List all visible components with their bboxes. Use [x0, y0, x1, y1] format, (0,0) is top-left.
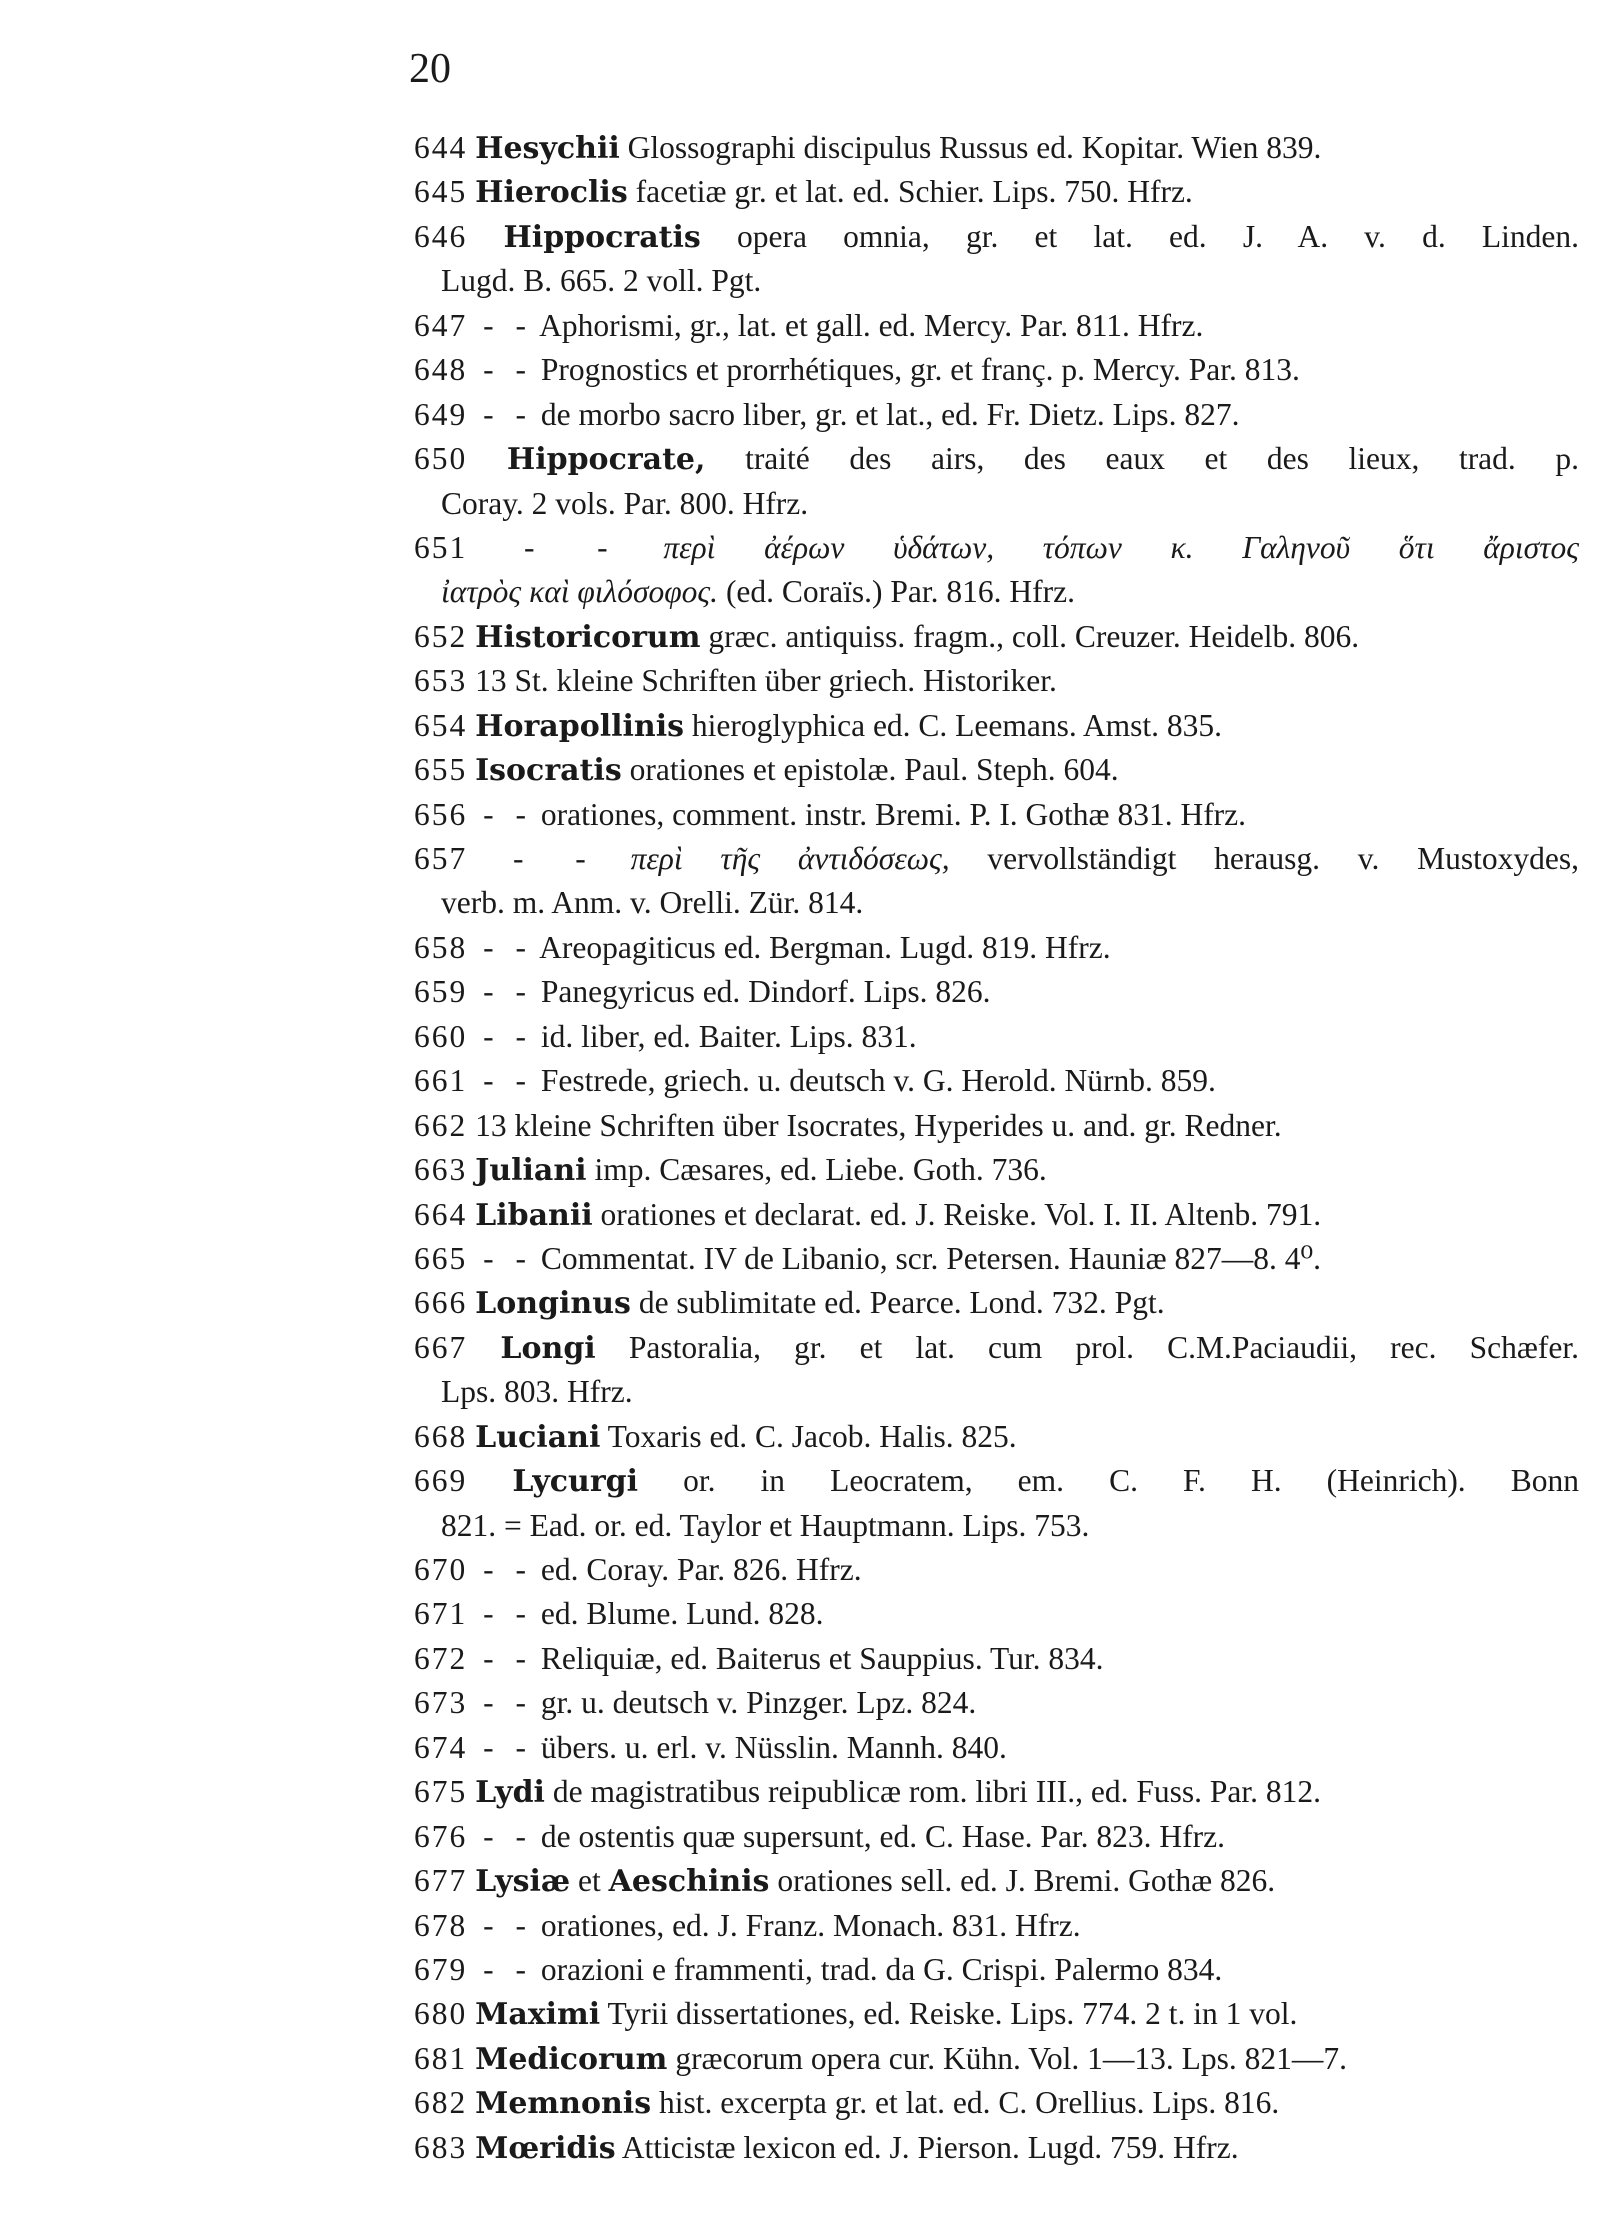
- entry-line: [414, 1459, 1579, 1503]
- author-name: Medicorum: [475, 2041, 668, 2077]
- author-name: Horapollinis: [475, 708, 684, 744]
- catalog-entry: [414, 704, 1579, 748]
- entry-text: Lps. 803. Hfrz.: [441, 1374, 633, 1410]
- entry-line: [414, 2126, 1579, 2170]
- author-name: Hieroclis: [475, 175, 628, 211]
- entry-number: 683: [414, 2129, 468, 2165]
- ditto-mark: - -: [483, 307, 533, 343]
- entry-number: 680: [414, 1996, 468, 2032]
- greek-title: περὶ ἀέρων ὑδάτων, τόπων κ. Γαληνοῦ ὅτι ἄριστος: [663, 529, 1580, 565]
- ditto-mark: - -: [483, 1018, 533, 1054]
- ditto-mark: - -: [483, 1685, 533, 1721]
- entry-text: græcorum opera cur. Kühn. Vol. 1—13. Lps. 821—7.: [667, 2040, 1347, 2076]
- catalog-entry: [414, 1193, 1579, 1237]
- entry-line: [414, 748, 1579, 792]
- ditto-mark: - -: [483, 1552, 533, 1587]
- entry-continuation-line: [414, 1504, 1579, 1548]
- entry-number: 665: [414, 1240, 468, 1276]
- entry-number: 645: [414, 174, 468, 210]
- catalog-entry: [414, 348, 1579, 392]
- entry-line: [414, 1992, 1579, 2036]
- entry-line: [414, 1281, 1579, 1325]
- entry-text: Tyrii dissertationes, ed. Reiske. Lips. 774. 2 t. in 1 vol.: [600, 1996, 1298, 2032]
- author-name: Libanii: [475, 1197, 593, 1233]
- entry-continuation-line: [414, 881, 1579, 925]
- entry-number: 678: [414, 1907, 468, 1943]
- entry-number: 682: [414, 2085, 468, 2121]
- entry-continuation-line: [414, 259, 1579, 303]
- entry-number: 675: [414, 1774, 468, 1810]
- entry-number: 655: [414, 752, 468, 788]
- entry-text: übers. u. erl. v. Nüsslin. Mannh. 840.: [532, 1729, 1007, 1765]
- entry-line: [414, 1015, 1579, 1059]
- entry-text: 13 kleine Schriften über Isocrates, Hyperides u. and. gr. Redner.: [475, 1107, 1282, 1143]
- entry-line: [414, 1859, 1579, 1903]
- entry-text: de magistratibus reipublicæ rom. libri III., ed. Fuss. Par. 812.: [544, 1774, 1321, 1810]
- entry-text: verb. m. Anm. v. Orelli. Zür. 814.: [441, 885, 864, 921]
- ditto-mark: - -: [483, 1063, 533, 1099]
- catalog-entry: [414, 1237, 1579, 1281]
- catalog-entry: [414, 1948, 1579, 1992]
- page-number: 20: [409, 46, 451, 92]
- entry-line: [414, 348, 1579, 392]
- entry-number: 656: [414, 796, 468, 832]
- author-name: Longi: [500, 1330, 596, 1366]
- entry-text: imp. Cæsares, ed. Liebe. Goth. 736.: [586, 1152, 1047, 1188]
- entry-number: 672: [414, 1640, 468, 1676]
- author-name: Mœridis: [475, 2130, 616, 2166]
- author-name: Hippocratis: [503, 219, 701, 255]
- entry-text: traité des airs, des eaux et des lieux, trad. p.: [705, 441, 1580, 477]
- entry-line: [414, 1904, 1579, 1948]
- entry-number: 677: [414, 1863, 468, 1899]
- entry-line: [414, 1726, 1579, 1770]
- entry-text: opera omnia, gr. et lat. ed. J. A. v. d. Linden.: [700, 218, 1579, 254]
- entry-line: [414, 126, 1579, 170]
- greek-title: ἰατρὸς καὶ φιλόσοφος.: [441, 574, 719, 610]
- entry-text: de ostentis quæ supersunt, ed. C. Hase. Par. 823. Hfrz.: [532, 1818, 1226, 1854]
- entry-line: [414, 2081, 1579, 2125]
- entry-line: [414, 1637, 1579, 1681]
- entry-number: 649: [414, 396, 468, 432]
- entry-number: 674: [414, 1729, 468, 1765]
- catalog-entry: [414, 1726, 1579, 1770]
- entry-text: ed. Coray. Par. 826. Hfrz.: [532, 1552, 862, 1587]
- entry-number: 648: [414, 352, 468, 388]
- entry-number: 662: [414, 1107, 468, 1143]
- entry-number: 659: [414, 974, 468, 1010]
- entry-text: et: [570, 1863, 609, 1899]
- entry-text: [615, 530, 664, 565]
- entry-text: hieroglyphica ed. C. Leemans. Amst. 835.: [684, 707, 1223, 743]
- catalog-entry: [414, 615, 1579, 659]
- ditto-mark: - -: [483, 352, 533, 388]
- entry-number: 658: [414, 929, 468, 965]
- ditto-mark: - -: [483, 1818, 533, 1854]
- entry-text: Prognostics et prorrhétiques, gr. et franç. p. Mercy. Par. 813.: [532, 352, 1300, 388]
- entry-line: [414, 215, 1579, 259]
- entry-number: 676: [414, 1818, 468, 1854]
- author-name: Lysiæ: [475, 1864, 571, 1900]
- entry-text: or. in Leocratem, em. C. F. H. (Heinrich). Bonn: [638, 1463, 1579, 1499]
- catalog-entry: [414, 304, 1579, 348]
- entry-number: 661: [414, 1063, 468, 1099]
- entry-line: [414, 1592, 1579, 1636]
- entry-continuation-line: [414, 570, 1579, 614]
- entry-text: Areopagiticus ed. Bergman. Lugd. 819. Hfrz.: [532, 929, 1111, 965]
- entry-number: 668: [414, 1418, 468, 1454]
- entry-line: [414, 1326, 1579, 1370]
- entry-line: [414, 615, 1579, 659]
- catalog-entry: [414, 1637, 1579, 1681]
- catalog-entry: [414, 970, 1579, 1014]
- entry-text: orationes, ed. J. Franz. Monach. 831. Hfrz.: [532, 1907, 1081, 1943]
- entry-number: 669: [414, 1463, 468, 1499]
- catalog-entry: [414, 1815, 1579, 1859]
- entry-continuation-line: [414, 482, 1579, 526]
- entry-line: [414, 926, 1579, 970]
- entry-number: 670: [414, 1552, 468, 1587]
- entry-number: 653: [414, 663, 468, 699]
- entry-text: Coray. 2 vols. Par. 800. Hfrz.: [441, 485, 809, 521]
- entry-line: [414, 837, 1579, 881]
- ditto-mark: - -: [483, 1907, 533, 1943]
- entry-line: [414, 393, 1579, 437]
- author-name: Juliani: [475, 1153, 587, 1189]
- entry-number: 657: [414, 841, 468, 876]
- ditto-mark: - -: [483, 1951, 533, 1987]
- catalog-entry: [414, 1592, 1579, 1636]
- catalog-entry: [414, 1104, 1579, 1148]
- entry-text: (ed. Coraïs.) Par. 816. Hfrz.: [718, 574, 1075, 610]
- entry-number: 663: [414, 1152, 468, 1188]
- ditto-mark: - -: [483, 1640, 533, 1676]
- catalog-entry: [414, 1681, 1579, 1725]
- catalog-entry: [414, 659, 1579, 703]
- catalog-entry: [414, 1148, 1579, 1192]
- entry-text: orationes et declarat. ed. J. Reiske. Vol. I. II. Altenb. 791.: [592, 1196, 1322, 1232]
- entry-text: græc. antiquiss. fragm., coll. Creuzer. Heidelb. 806.: [700, 618, 1360, 654]
- entry-text: Atticistæ lexicon ed. J. Pierson. Lugd. 759. Hfrz.: [615, 2129, 1239, 2165]
- entry-line: [414, 793, 1579, 837]
- author-name: Longinus: [475, 1286, 631, 1322]
- entry-text: Aphorismi, gr., lat. et gall. ed. Mercy. Par. 811. Hfrz.: [532, 307, 1204, 343]
- catalog-entry: [414, 126, 1579, 170]
- entry-number: 671: [414, 1596, 468, 1632]
- entry-line: [414, 1059, 1579, 1103]
- greek-title: περὶ τῆς ἀντιδόσεως,: [630, 841, 950, 876]
- entry-text: facetiæ gr. et lat. ed. Schier. Lips. 750. Hfrz.: [627, 174, 1193, 210]
- entry-line: [414, 2037, 1579, 2081]
- entry-line: [414, 526, 1579, 570]
- catalog-entry: [414, 215, 1579, 304]
- author-name: Maximi: [475, 1997, 601, 2033]
- author-name: Hesychii: [475, 131, 620, 166]
- entry-number: 660: [414, 1018, 468, 1054]
- entry-line: [414, 304, 1579, 348]
- catalog-entry: [414, 1281, 1579, 1325]
- ditto-mark: - -: [483, 796, 533, 832]
- catalog-entry: [414, 1015, 1579, 1059]
- entry-number: 652: [414, 618, 468, 654]
- entry-line: [414, 1548, 1579, 1592]
- entry-line: [414, 659, 1579, 703]
- catalog-entry: [414, 837, 1579, 926]
- entry-text: Lugd. B. 665. 2 voll. Pgt.: [441, 263, 762, 299]
- entry-text: Festrede, griech. u. deutsch v. G. Herold. Nürnb. 859.: [532, 1063, 1216, 1099]
- entry-text: Commentat. IV de Libanio, scr. Petersen. Hauniæ 827—8. 4⁰.: [532, 1240, 1322, 1276]
- catalog-entry: [414, 1548, 1579, 1592]
- catalog-entry: [414, 1059, 1579, 1103]
- catalog-entry: [414, 437, 1579, 526]
- catalog-entry: [414, 1992, 1579, 2036]
- catalog-entry: [414, 170, 1579, 214]
- entry-number: 647: [414, 307, 468, 343]
- entry-number: 673: [414, 1685, 468, 1721]
- entry-text: Glossographi discipulus Russus ed. Kopitar. Wien 839.: [619, 130, 1322, 165]
- author-name: Lycurgi: [512, 1464, 639, 1500]
- ditto-mark: - -: [483, 1596, 533, 1632]
- entry-number: 681: [414, 2040, 468, 2076]
- entry-text: orationes et epistolæ. Paul. Steph. 604.: [621, 752, 1119, 788]
- entry-line: [414, 970, 1579, 1014]
- entry-line: [414, 704, 1579, 748]
- entry-line: [414, 1770, 1579, 1814]
- ditto-mark: - -: [483, 1729, 533, 1765]
- entry-line: [414, 1415, 1579, 1459]
- entry-text: Panegyricus ed. Dindorf. Lips. 826.: [532, 974, 991, 1010]
- ditto-mark: - -: [513, 841, 593, 876]
- ditto-mark: - -: [483, 929, 533, 965]
- entry-text: orationes, comment. instr. Bremi. P. I. Gothæ 831. Hfrz.: [532, 796, 1247, 832]
- entry-text: 13 St. kleine Schriften über griech. Historiker.: [475, 663, 1057, 699]
- author-name: Hippocrate,: [506, 442, 706, 478]
- author-name: Lydi: [475, 1775, 545, 1811]
- entry-text: vervollständigt herausg. v. Mustoxydes,: [949, 841, 1580, 876]
- catalog-entry: [414, 1326, 1579, 1415]
- entry-text: de morbo sacro liber, gr. et lat., ed. Fr. Dietz. Lips. 827.: [532, 396, 1240, 432]
- entry-line: [414, 1237, 1579, 1281]
- entry-text: [593, 841, 631, 876]
- author-name: Historicorum: [475, 619, 701, 655]
- entry-text: Pastoralia, gr. et lat. cum prol. C.M.Paciaudii, rec. Schæfer.: [595, 1329, 1579, 1365]
- author-name: Luciani: [475, 1419, 601, 1455]
- entry-line: [414, 1193, 1579, 1237]
- entry-text: de sublimitate ed. Pearce. Lond. 732. Pgt.: [630, 1285, 1165, 1321]
- ditto-mark: - -: [483, 974, 533, 1010]
- entry-continuation-line: [414, 1370, 1579, 1414]
- entry-number: 650: [414, 441, 468, 477]
- entry-number: 679: [414, 1951, 468, 1987]
- catalog-entry: [414, 926, 1579, 970]
- entry-number: 666: [414, 1285, 468, 1321]
- entry-line: [414, 1104, 1579, 1148]
- catalog-entry: [414, 526, 1579, 615]
- catalog-entry: [414, 393, 1579, 437]
- entry-text: Toxaris ed. C. Jacob. Halis. 825.: [600, 1418, 1017, 1454]
- entry-text: ed. Blume. Lund. 828.: [532, 1596, 824, 1632]
- entry-line: [414, 437, 1579, 481]
- entry-line: [414, 1148, 1579, 1192]
- entry-line: [414, 170, 1579, 214]
- catalog-entry: [414, 2081, 1579, 2125]
- catalog-entry: [414, 1859, 1579, 1903]
- entry-number: 651: [414, 529, 468, 565]
- ditto-mark: - -: [483, 1240, 533, 1276]
- entry-text: gr. u. deutsch v. Pinzger. Lpz. 824.: [532, 1685, 977, 1721]
- catalog-entry: [414, 748, 1579, 792]
- catalog-entry: [414, 1770, 1579, 1814]
- ditto-mark: - -: [483, 396, 533, 432]
- author-name: Isocratis: [475, 753, 622, 789]
- entry-line: [414, 1948, 1579, 1992]
- catalog-entry: [414, 1904, 1579, 1948]
- entry-number: 664: [414, 1196, 468, 1232]
- catalog-entry: [414, 1415, 1579, 1459]
- catalog-entry: [414, 1459, 1579, 1548]
- catalog-list: [414, 126, 1579, 2170]
- entry-text: orationes sell. ed. J. Bremi. Gothæ 826.: [769, 1863, 1276, 1899]
- ditto-mark: - -: [523, 529, 615, 565]
- entry-text: id. liber, ed. Baiter. Lips. 831.: [532, 1018, 917, 1054]
- entry-text: 821. = Ead. or. ed. Taylor et Hauptmann. Lips. 753.: [441, 1507, 1090, 1543]
- entry-line: [414, 1681, 1579, 1725]
- author-name: Aeschinis: [608, 1864, 770, 1900]
- entry-number: 644: [414, 130, 468, 165]
- entry-number: 667: [414, 1329, 468, 1365]
- catalog-entry: [414, 2037, 1579, 2081]
- entry-text: hist. excerpta gr. et lat. ed. C. Orellius. Lips. 816.: [651, 2085, 1280, 2121]
- catalog-entry: [414, 793, 1579, 837]
- entry-number: 654: [414, 707, 468, 743]
- author-name: Memnonis: [475, 2086, 652, 2122]
- entry-text: Reliquiæ, ed. Baiterus et Sauppius. Tur. 834.: [532, 1640, 1104, 1676]
- entry-line: [414, 1815, 1579, 1859]
- entry-text: orazioni e frammenti, trad. da G. Crispi. Palermo 834.: [532, 1951, 1223, 1987]
- entry-number: 646: [414, 218, 468, 254]
- catalog-entry: [414, 2126, 1579, 2170]
